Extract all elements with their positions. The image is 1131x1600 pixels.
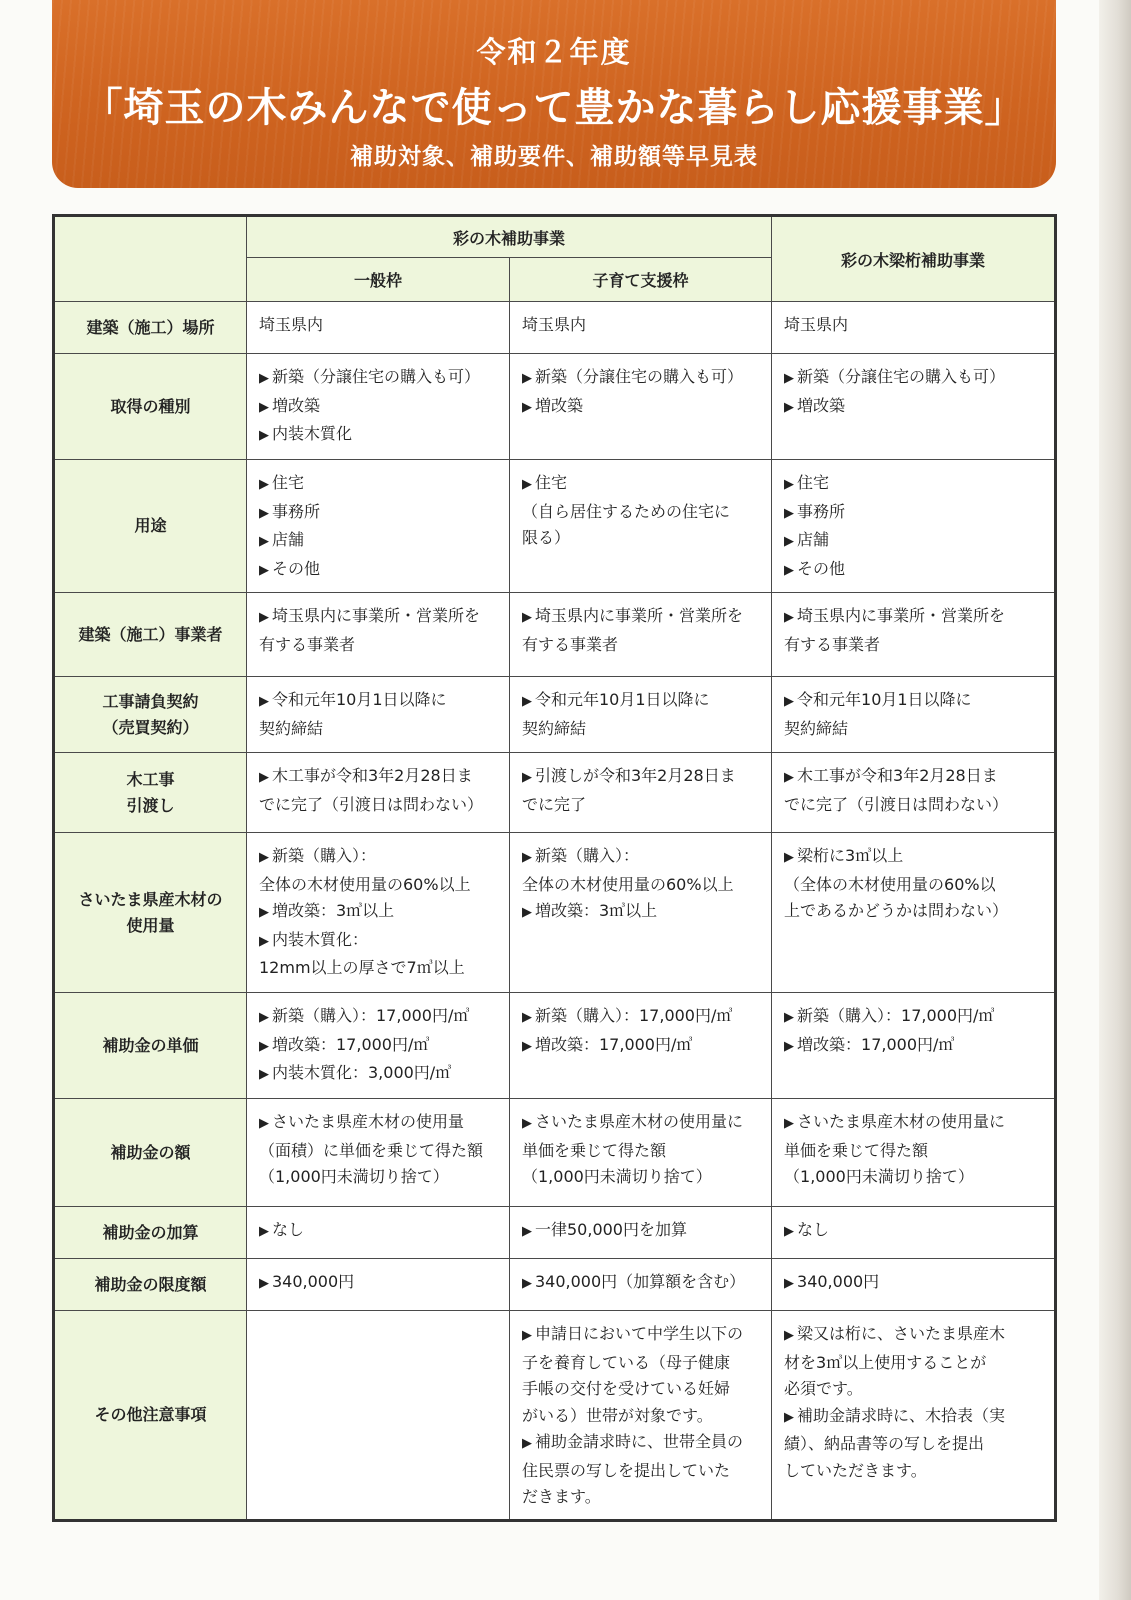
cell-text: さいたま県産木材の使用量に 単価を乗じて得た額 （1,000円未満切り捨て）: [522, 1112, 744, 1186]
cell-general: [247, 302, 510, 354]
bullet-triangle-icon: ▶: [259, 371, 269, 386]
bullet-triangle-icon: ▶: [784, 850, 795, 865]
row-label: 用途: [54, 460, 247, 593]
cell-item: [522, 687, 761, 742]
cell-text: なし: [797, 1220, 830, 1239]
cell-text: 一律50,000円を加算: [535, 1220, 687, 1239]
cell-text: 増改築：17,000円/㎥: [272, 1034, 430, 1054]
cell-text: 新築（購入）：17,000円/㎥: [272, 1006, 470, 1025]
page-title: 「埼玉の木みんなで使って豊かな暮らし応援事業」: [82, 85, 1026, 131]
col-header-beam: 彩の木梁桁補助事業: [772, 216, 1056, 302]
cell-text: 埼玉県内に事業所・営業所を 有する事業者: [522, 606, 744, 654]
bullet-triangle-icon: ▶: [259, 1010, 269, 1025]
table-row: [54, 354, 1056, 460]
cell-item: [784, 763, 1044, 818]
table-row: [54, 302, 1056, 354]
table-row: [54, 1099, 1056, 1207]
cell-text: 埼玉県内: [784, 315, 849, 334]
cell-beam: [772, 993, 1056, 1099]
cell-text: 増改築: [535, 395, 584, 415]
cell-item: [259, 499, 499, 528]
cell-item: [784, 687, 1044, 742]
cell-general: [247, 354, 510, 460]
bullet-triangle-icon: ▶: [784, 562, 795, 578]
cell-text: さいたま県産木材の使用量に 単価を乗じて得た額 （1,000円未満切り捨て）: [784, 1112, 1006, 1186]
cell-beam: [772, 753, 1056, 833]
cell-text: 340,000円（加算額を含む）: [535, 1272, 746, 1291]
bullet-triangle-icon: ▶: [259, 399, 269, 415]
cell-text: 梁桁に3㎥以上 （全体の木材使用量の60%以 上であるかどうかは問わない）: [784, 846, 1009, 920]
fiscal-year: 令和２年度: [476, 35, 632, 69]
page-subtitle: 補助対象、補助要件、補助額等早見表: [350, 144, 758, 170]
cell-item: [784, 1003, 1044, 1032]
cell-text: さいたま県産木材の使用量 （面積）に単価を乗じて得た額 （1,000円未満切り捨て）: [259, 1112, 484, 1186]
cell-text: 新築（分譲住宅の購入も可）: [272, 367, 481, 386]
bullet-triangle-icon: ▶: [522, 1328, 532, 1343]
cell-item: [259, 393, 499, 422]
cell-beam: [772, 302, 1056, 354]
cell-childcare: [510, 833, 772, 993]
cell-item: [259, 312, 499, 339]
cell-item: [259, 1032, 499, 1061]
bullet-triangle-icon: ▶: [259, 428, 269, 443]
cell-text: 増改築：3㎥以上: [272, 901, 395, 920]
cell-item: [784, 312, 1044, 339]
bullet-triangle-icon: ▶: [784, 1276, 795, 1291]
cell-childcare: [510, 1311, 772, 1521]
cell-item: [259, 1003, 499, 1032]
bullet-triangle-icon: ▶: [522, 694, 532, 709]
row-label: 木工事 引渡し: [54, 753, 247, 833]
cell-item: [522, 1003, 761, 1032]
cell-text: なし: [272, 1220, 305, 1239]
cell-item: [522, 393, 761, 422]
cell-item: [259, 527, 499, 556]
bullet-triangle-icon: ▶: [522, 477, 532, 492]
bullet-triangle-icon: ▶: [259, 477, 269, 492]
table-row: [54, 1259, 1056, 1311]
cell-childcare: [510, 993, 772, 1099]
page-edge: [1099, 0, 1131, 1600]
cell-text: その他: [272, 558, 321, 578]
cell-item: [259, 843, 499, 898]
header-corner: [54, 216, 247, 302]
cell-item: [784, 364, 1044, 393]
cell-general: [247, 1099, 510, 1207]
row-label: 補助金の限度額: [54, 1259, 247, 1311]
bullet-triangle-icon: ▶: [522, 850, 532, 865]
cell-beam: [772, 460, 1056, 593]
cell-item: [784, 470, 1044, 499]
bullet-triangle-icon: ▶: [784, 1409, 795, 1425]
bullet-triangle-icon: ▶: [259, 770, 269, 785]
bullet-triangle-icon: ▶: [784, 1010, 795, 1025]
bullet-triangle-icon: ▶: [259, 1276, 269, 1291]
cell-text: 増改築: [797, 395, 846, 415]
bullet-triangle-icon: ▶: [784, 1224, 795, 1239]
cell-general: [247, 677, 510, 753]
cell-item: [784, 556, 1044, 585]
cell-beam: [772, 1311, 1056, 1521]
cell-item: [522, 1269, 761, 1298]
bullet-triangle-icon: ▶: [522, 1038, 532, 1054]
cell-item: [784, 1032, 1044, 1061]
table-row: [54, 677, 1056, 753]
cell-general: [247, 753, 510, 833]
bullet-triangle-icon: ▶: [784, 505, 795, 521]
cell-item: [784, 603, 1044, 658]
cell-item: [522, 1032, 761, 1061]
row-label: 補助金の額: [54, 1099, 247, 1207]
cell-item: [259, 1060, 499, 1089]
bullet-triangle-icon: ▶: [259, 534, 269, 549]
row-label: 取得の種別: [54, 354, 247, 460]
bullet-triangle-icon: ▶: [522, 770, 532, 785]
cell-text: 新築（分譲住宅の購入も可）: [535, 367, 744, 386]
cell-text: 増改築：17,000円/㎥: [797, 1034, 955, 1054]
cell-text: 新築（購入）：17,000円/㎥: [797, 1006, 995, 1025]
cell-text: 補助金請求時に、木拾表（実 績）、納品書等の写しを提出 していただきます。: [784, 1405, 1006, 1480]
cell-text: 事務所: [797, 501, 846, 521]
bullet-triangle-icon: ▶: [784, 534, 795, 549]
cell-beam: [772, 833, 1056, 993]
bullet-triangle-icon: ▶: [522, 1116, 532, 1131]
cell-text: 内装木質化: [272, 424, 353, 443]
col-header-general: 一般枠: [247, 258, 510, 302]
cell-text: その他: [797, 558, 846, 578]
cell-text: 340,000円: [272, 1272, 355, 1291]
cell-item: [522, 312, 761, 339]
subsidy-table-wrapper: [52, 214, 1054, 1522]
cell-text: 340,000円: [797, 1272, 880, 1291]
row-label: 工事請負契約 （売買契約）: [54, 677, 247, 753]
cell-item: [259, 687, 499, 742]
cell-text: 埼玉県内に事業所・営業所を 有する事業者: [259, 606, 481, 654]
cell-text: 増改築: [272, 395, 321, 415]
cell-text: 店舗: [797, 530, 830, 549]
bullet-triangle-icon: ▶: [259, 694, 269, 709]
cell-general: [247, 593, 510, 677]
bullet-triangle-icon: ▶: [259, 1116, 269, 1131]
bullet-triangle-icon: ▶: [784, 1038, 795, 1054]
bullet-triangle-icon: ▶: [784, 610, 795, 625]
cell-item: [259, 556, 499, 585]
cell-text: 新築（分譲住宅の購入も可）: [797, 367, 1006, 386]
row-label: さいたま県産木材の 使用量: [54, 833, 247, 993]
cell-item: [259, 1109, 499, 1191]
cell-text: 住宅 （自ら居住するための住宅に 限る）: [522, 473, 731, 547]
bullet-triangle-icon: ▶: [522, 371, 532, 386]
cell-text: 埼玉県内: [522, 315, 587, 334]
cell-item: [522, 1217, 761, 1246]
bullet-triangle-icon: ▶: [784, 399, 795, 415]
row-label: 建築（施工）場所: [54, 302, 247, 354]
cell-text: 内装木質化：3,000円/㎥: [272, 1063, 452, 1082]
cell-text: 住宅: [272, 473, 305, 492]
cell-item: [784, 1321, 1044, 1403]
bullet-triangle-icon: ▶: [784, 1116, 795, 1131]
cell-item: [522, 843, 761, 898]
cell-childcare: [510, 753, 772, 833]
cell-item: [522, 470, 761, 552]
cell-general: [247, 833, 510, 993]
bullet-triangle-icon: ▶: [522, 610, 532, 625]
cell-item: [259, 421, 499, 450]
cell-item: [784, 843, 1044, 925]
cell-general: [247, 1207, 510, 1259]
cell-item: [522, 898, 761, 927]
cell-text: 埼玉県内: [259, 315, 324, 334]
row-label: 建築（施工）事業者: [54, 593, 247, 677]
cell-text: 増改築：17,000円/㎥: [535, 1034, 693, 1054]
cell-item: [259, 364, 499, 393]
bullet-triangle-icon: ▶: [784, 477, 795, 492]
bullet-triangle-icon: ▶: [784, 694, 795, 709]
cell-text: 事務所: [272, 501, 321, 521]
bullet-triangle-icon: ▶: [259, 562, 269, 578]
cell-item: [259, 927, 499, 982]
col-header-childcare: 子育て支援枠: [510, 258, 772, 302]
cell-item: [784, 1269, 1044, 1298]
bullet-triangle-icon: ▶: [259, 850, 269, 865]
cell-beam: [772, 354, 1056, 460]
cell-item: [522, 1429, 761, 1511]
cell-general: [247, 460, 510, 593]
bullet-triangle-icon: ▶: [784, 371, 795, 386]
cell-text: 増改築：3㎥以上: [535, 901, 658, 920]
cell-childcare: [510, 1207, 772, 1259]
bullet-triangle-icon: ▶: [259, 905, 269, 920]
bullet-triangle-icon: ▶: [522, 399, 532, 415]
cell-text: 令和元年10月1日以降に 契約締結: [522, 690, 710, 738]
cell-item: [784, 1217, 1044, 1246]
table-row: [54, 993, 1056, 1099]
cell-childcare: [510, 354, 772, 460]
subsidy-table: [52, 214, 1057, 1522]
cell-item: [259, 1217, 499, 1246]
bullet-triangle-icon: ▶: [259, 1224, 269, 1239]
cell-childcare: [510, 593, 772, 677]
cell-general: [247, 993, 510, 1099]
cell-beam: [772, 677, 1056, 753]
cell-text: 令和元年10月1日以降に 契約締結: [784, 690, 972, 738]
cell-childcare: [510, 1099, 772, 1207]
cell-item: [522, 364, 761, 393]
cell-item: [259, 1269, 499, 1298]
table-body: [54, 302, 1056, 1521]
bullet-triangle-icon: ▶: [522, 1010, 532, 1025]
bullet-triangle-icon: ▶: [522, 1224, 532, 1239]
cell-text: 店舗: [272, 530, 305, 549]
row-label: 補助金の加算: [54, 1207, 247, 1259]
table-row: [54, 753, 1056, 833]
cell-text: 住宅: [797, 473, 830, 492]
cell-item: [522, 763, 761, 818]
cell-text: 引渡しが令和3年2月28日ま でに完了: [522, 766, 736, 814]
cell-text: 梁又は桁に、さいたま県産木 材を3㎥以上使用することが 必須です。: [784, 1324, 1006, 1398]
cell-text: 新築（購入）： 全体の木材使用量の60%以上: [259, 846, 471, 894]
cell-item: [784, 393, 1044, 422]
cell-text: 新築（購入）：17,000円/㎥: [535, 1006, 733, 1025]
bullet-triangle-icon: ▶: [259, 505, 269, 521]
cell-text: 木工事が令和3年2月28日ま でに完了（引渡日は問わない）: [259, 766, 484, 814]
cell-item: [259, 470, 499, 499]
cell-item: [259, 603, 499, 658]
bullet-triangle-icon: ▶: [259, 1067, 269, 1082]
cell-beam: [772, 1259, 1056, 1311]
cell-item: [522, 1109, 761, 1191]
bullet-triangle-icon: ▶: [522, 1276, 532, 1291]
cell-text: 木工事が令和3年2月28日ま でに完了（引渡日は問わない）: [784, 766, 1009, 814]
cell-item: [784, 499, 1044, 528]
cell-text: 内装木質化： 12mm以上の厚さで7㎥以上: [259, 929, 465, 977]
table-row: [54, 460, 1056, 593]
bullet-triangle-icon: ▶: [522, 1436, 532, 1451]
cell-item: [522, 603, 761, 658]
bullet-triangle-icon: ▶: [259, 1038, 269, 1054]
table-row: [54, 1311, 1056, 1521]
cell-beam: [772, 1099, 1056, 1207]
cell-text: 埼玉県内に事業所・営業所を 有する事業者: [784, 606, 1006, 654]
table-row: [54, 833, 1056, 993]
cell-childcare: [510, 302, 772, 354]
cell-text: 補助金請求時に、世帯全員の 住民票の写しを提出していた だきます。: [522, 1432, 744, 1506]
bullet-triangle-icon: ▶: [259, 933, 269, 949]
cell-item: [259, 898, 499, 927]
bullet-triangle-icon: ▶: [259, 610, 269, 625]
bullet-triangle-icon: ▶: [522, 905, 532, 920]
row-label: その他注意事項: [54, 1311, 247, 1521]
cell-childcare: [510, 460, 772, 593]
header-banner: [52, 0, 1056, 188]
cell-item: [522, 1321, 761, 1429]
bullet-triangle-icon: ▶: [784, 1328, 795, 1343]
group-header: 彩の木補助事業: [247, 216, 772, 258]
table-row: [54, 593, 1056, 677]
cell-beam: [772, 593, 1056, 677]
cell-text: 令和元年10月1日以降に 契約締結: [259, 690, 447, 738]
cell-text: 新築（購入）： 全体の木材使用量の60%以上: [522, 846, 734, 894]
row-label: 補助金の単価: [54, 993, 247, 1099]
cell-item: [259, 763, 499, 818]
cell-childcare: [510, 677, 772, 753]
table-row: [54, 1207, 1056, 1259]
bullet-triangle-icon: ▶: [784, 770, 795, 785]
cell-item: [784, 527, 1044, 556]
cell-childcare: [510, 1259, 772, 1311]
cell-text: 申請日において中学生以下の 子を養育している（母子健康 手帳の交付を受けている妊婦 がいる）世帯が対象です。: [522, 1324, 744, 1425]
cell-item: [784, 1109, 1044, 1191]
cell-general: [247, 1311, 510, 1521]
cell-general: [247, 1259, 510, 1311]
cell-item: [784, 1403, 1044, 1485]
cell-beam: [772, 1207, 1056, 1259]
